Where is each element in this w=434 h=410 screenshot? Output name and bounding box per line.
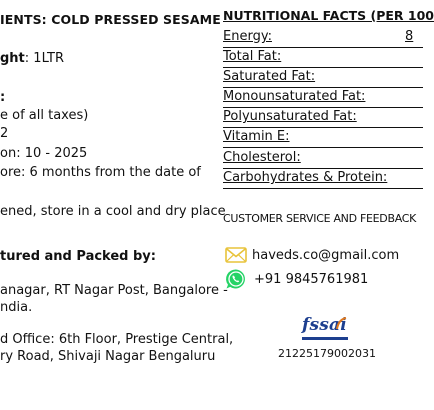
fssai-logo-underline (302, 337, 348, 340)
nutrition-title: NUTRITIONAL FACTS (PER 100 (223, 8, 434, 23)
manufacturer-address-line1: anagar, RT Nagar Post, Bangalore - (0, 283, 228, 298)
nutrition-row-total-fat (223, 47, 423, 68)
best-before: ore: 6 months from the date of (0, 165, 201, 180)
nutrition-label: Monounsaturated Fat: (223, 89, 366, 104)
storage-instructions: ened, store in a cool and dry place (0, 204, 226, 219)
mail-icon (225, 247, 247, 263)
net-weight-line (0, 50, 64, 68)
manufacture-date: on: 10 - 2025 (0, 146, 88, 161)
nutrition-value: 8 (405, 29, 414, 44)
customer-service-heading: CUSTOMER SERVICE AND FEEDBACK (223, 212, 417, 225)
nutrition-label: Total Fat: (223, 49, 282, 64)
nutrition-label: Polyunsaturated Fat: (223, 109, 357, 124)
head-office-line2: ry Road, Shivaji Nagar Bengaluru (0, 349, 216, 364)
ingredients-heading: IENTS: COLD PRESSED SESAME (0, 12, 221, 27)
head-office-line1: d Office: 6th Floor, Prestige Central, (0, 332, 234, 347)
manufacturer-heading: tured and Packed by: (0, 249, 156, 264)
net-weight-label: ght (0, 51, 25, 66)
nutrition-label: Carbohydrates & Protein: (223, 170, 388, 185)
price-tax-note: e of all taxes) (0, 108, 89, 123)
nutrition-row-monounsaturated-fat (223, 87, 423, 108)
nutrition-label: Cholesterol: (223, 150, 301, 165)
nutrition-row-vitamin-e (223, 127, 423, 148)
nutrition-row-saturated-fat (223, 67, 423, 88)
nutrition-label: Saturated Fat: (223, 69, 316, 84)
whatsapp-icon (225, 268, 247, 290)
nutrition-row-carbohydrates-protein (223, 168, 423, 189)
nutrition-label: Energy: (223, 29, 272, 44)
price-label: : (0, 90, 6, 105)
fssai-accent-mark (335, 316, 347, 330)
manufacturer-address-line2: ndia. (0, 300, 33, 315)
nutrition-label: Vitamin E: (223, 129, 290, 144)
fssai-logo-text: fssai (302, 315, 347, 335)
batch-number: 2 (0, 126, 9, 141)
nutrition-row-cholesterol (223, 148, 423, 169)
support-phone[interactable]: +91 9845761981 (254, 272, 369, 287)
net-weight-value: : 1LTR (24, 51, 64, 66)
support-email[interactable]: haveds.co@gmail.com (252, 248, 400, 263)
nutrition-row-energy (223, 27, 423, 48)
fssai-license-number: 21225179002031 (278, 347, 376, 360)
nutrition-row-polyunsaturated-fat (223, 107, 423, 128)
